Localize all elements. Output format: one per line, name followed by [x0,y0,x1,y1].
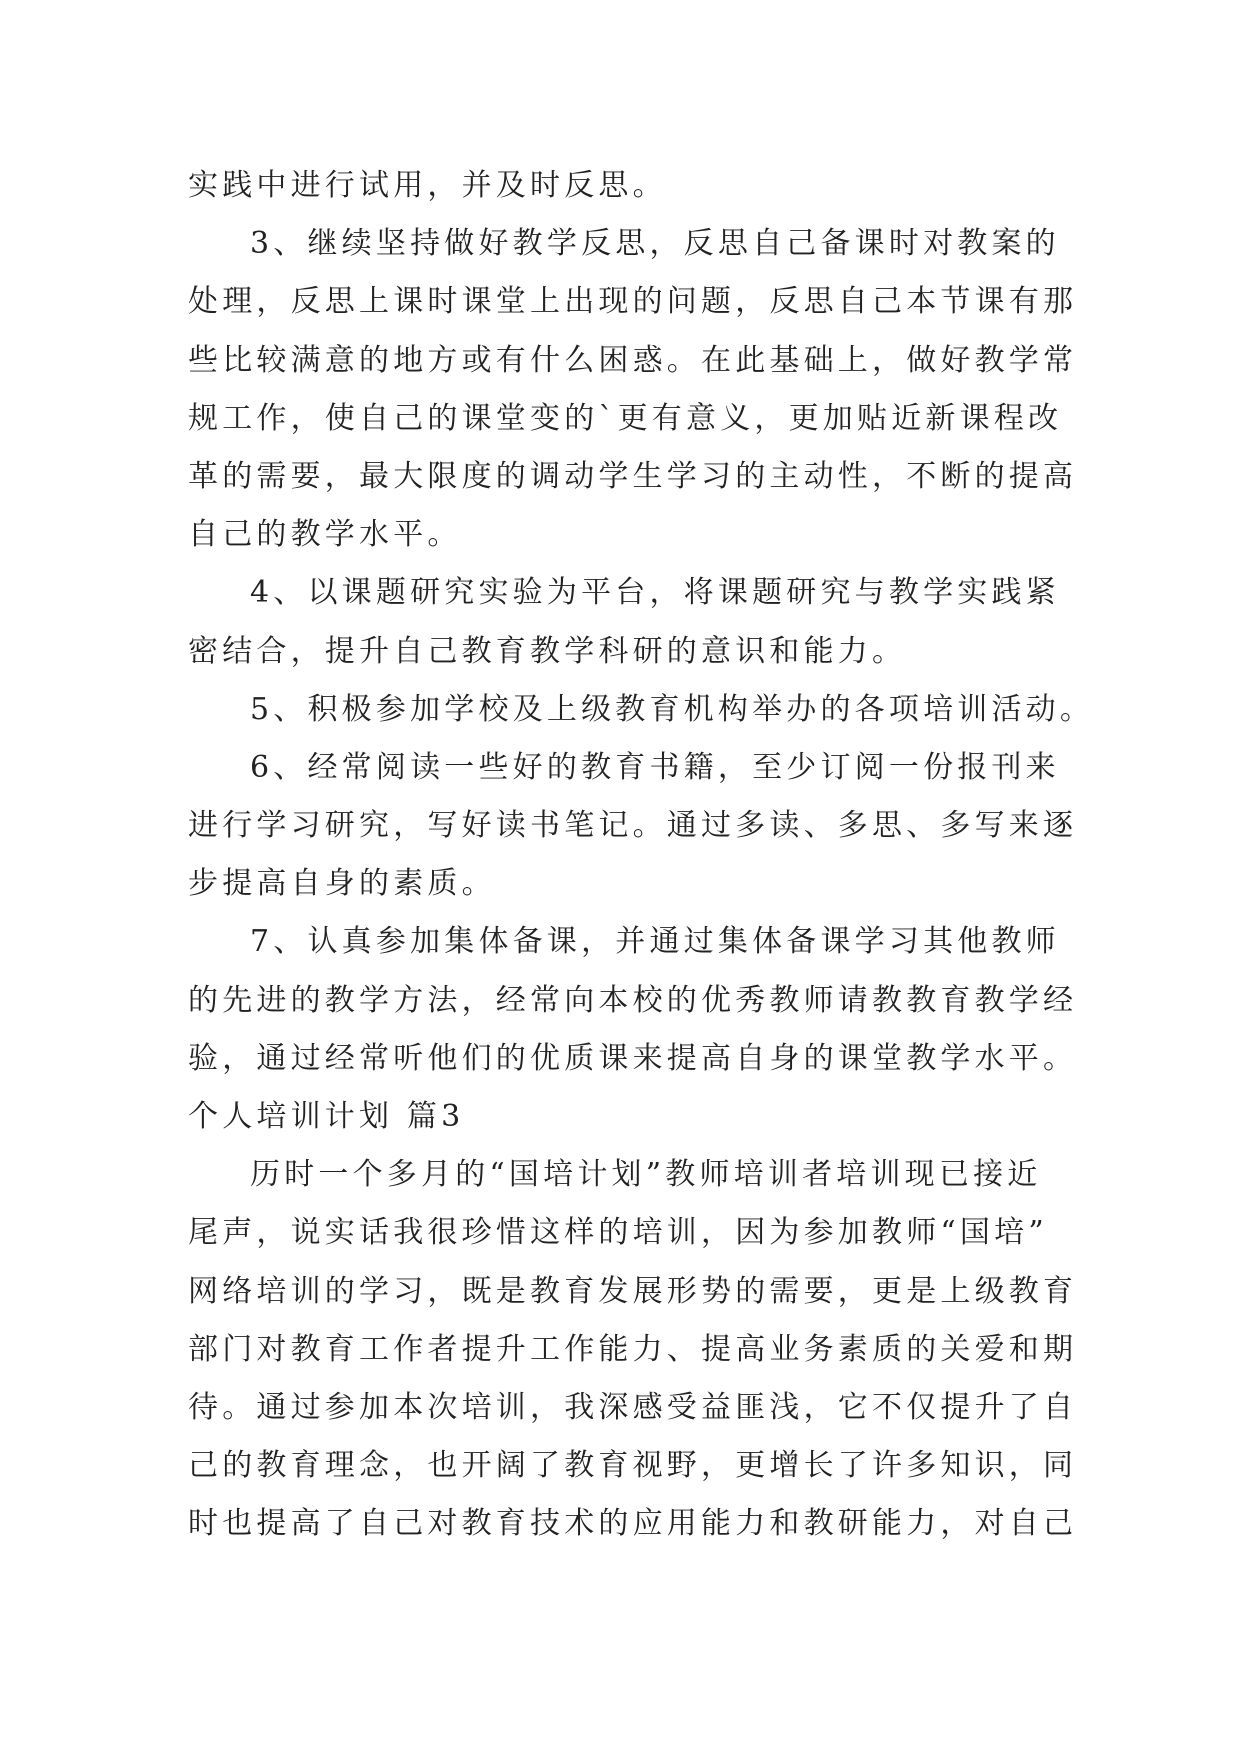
text-line: 时也提高了自己对教育技术的应用能力和教研能力，对自己 [188,1506,1078,1542]
text-line: 革的需要，最大限度的调动学生学习的主动性，不断的提高 [188,458,1078,494]
text-line: 自己的教学水平。 [188,517,462,553]
text-line: 历时一个多月的“国培计划”教师培训者培训现已接近 [250,1157,1042,1193]
text-line: 3、继续坚持做好教学反思，反思自己备课时对教案的 [250,226,1060,262]
text-line: 待。通过参加本次培训，我深感受益匪浅，它不仅提升了自 [188,1389,1078,1425]
text-line: 验，通过经常听他们的优质课来提高自身的课堂教学水平。 [188,1040,1078,1076]
text-line: 实践中进行试用，并及时反思。 [188,168,667,203]
text-line: 的先进的教学方法，经常向本校的优秀教师请教教育教学经 [188,982,1078,1018]
section-heading: 个人培训计划 篇3 [188,1099,465,1134]
text-line: 尾声，说实话我很珍惜这样的培训，因为参加教师“国培” [188,1215,1048,1251]
text-line: 进行学习研究，写好读书笔记。通过多读、多思、多写来逐 [188,808,1078,844]
text-line: 4、以课题研究实验为平台，将课题研究与教学实践紧 [250,575,1060,611]
text-line: 7、认真参加集体备课，并通过集体备课学习其他教师 [250,924,1060,960]
text-line: 网络培训的学习，既是教育发展形势的需要，更是上级教育 [188,1273,1078,1309]
text-line: 密结合，提升自己教育教学科研的意识和能力。 [188,633,907,669]
text-line: 步提高自身的素质。 [188,866,496,902]
text-line: 处理，反思上课时课堂上出现的问题，反思自己本节课有那 [188,284,1078,320]
text-line: 6、经常阅读一些好的教育书籍，至少订阅一份报刊来 [250,749,1060,785]
text-line: 部门对教育工作者提升工作能力、提高业务素质的关爱和期 [188,1331,1078,1367]
text-line: 些比较满意的地方或有什么困惑。在此基础上，做好教学常 [188,342,1078,378]
text-line: 5、积极参加学校及上级教育机构举办的各项培训活动。 [250,691,1095,727]
document-body [188,157,1095,1554]
text-line: 规工作，使自己的课堂变的`更有意义，更加贴近新课程改 [188,400,1063,436]
text-line: 己的教育理念，也开阔了教育视野，更增长了许多知识，同 [188,1448,1078,1484]
